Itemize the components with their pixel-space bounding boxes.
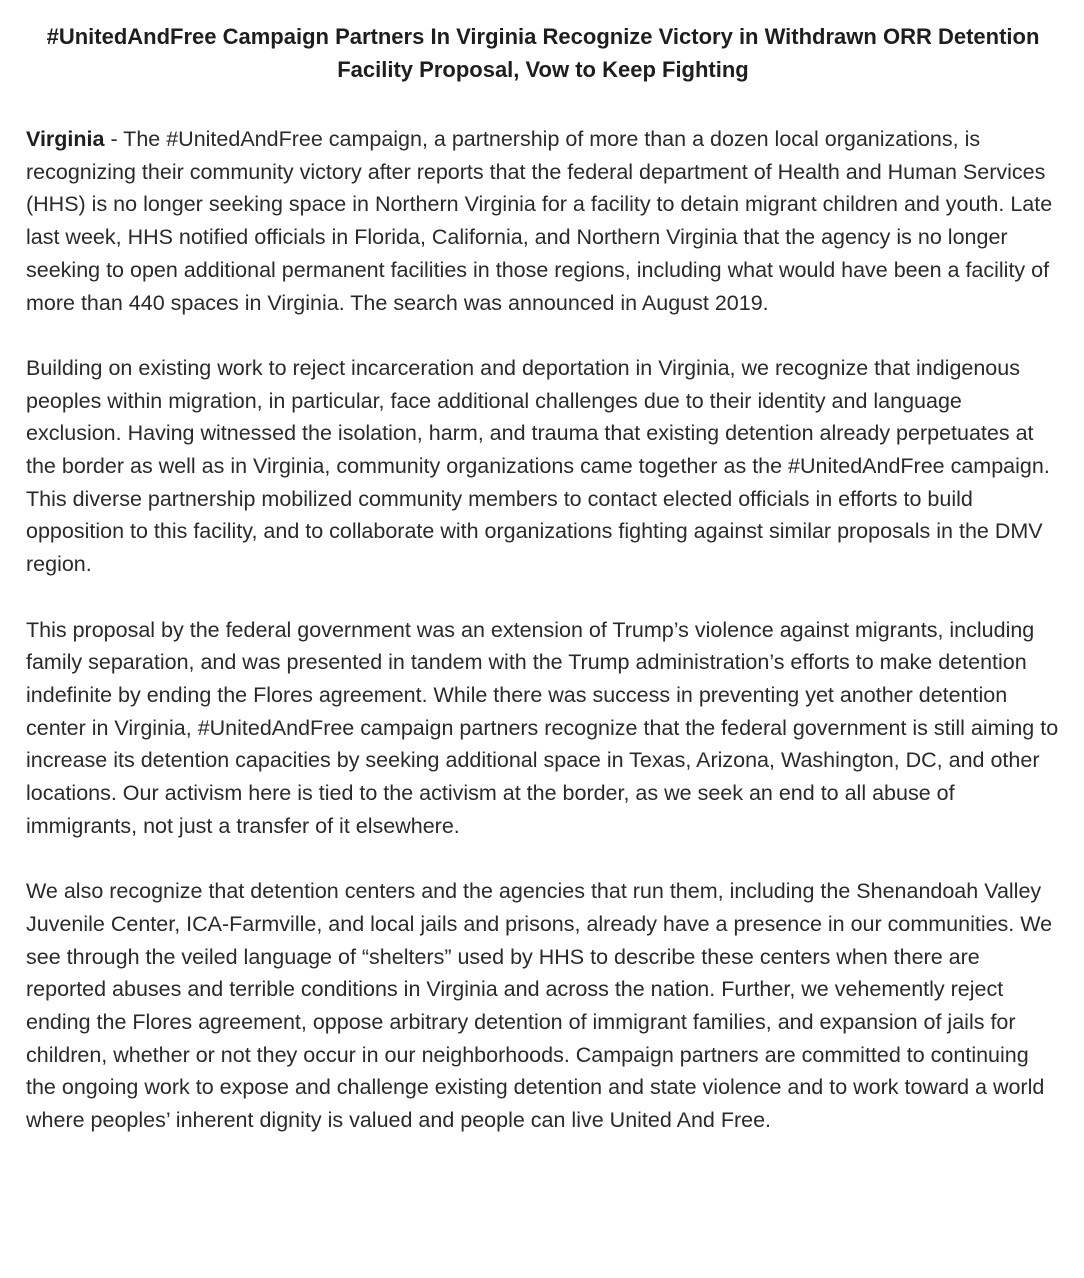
press-release: [26, 20, 1060, 1169]
paragraph-2: Building on existing work to reject incarceration and deportation in Virginia, we recognize that indigenous peoples within migration, in particular, face additional challenges due to their identity and language exclusion. Having witnessed the isolation, harm, and trauma that existing detention already perpetuates at the border as well as in Virginia, community organizations came together as the #UnitedAndFree campaign. This diverse partnership mobilized community members to contact elected officials in efforts to build opposition to this facility, and to collaborate with organizations fighting against similar proposals in the DMV region.: [26, 355, 1050, 577]
dateline: Virginia: [26, 127, 105, 151]
paragraph-4: We also recognize that detention centers and the agencies that run them, including the Shenandoah Valley Juvenile Center, ICA-Farmville, and local jails and prisons, already have a presence in our communities. We see through the veiled language of “shelters” used by HHS to describe these centers when there are reported abuses and terrible conditions in Virginia and across the nation. Further, we vehemently reject ending the Flores agreement, oppose arbitrary detention of immigrant families, and expansion of jails for children, whether or not they occur in our neighborhoods. Campaign partners are committed to continuing the ongoing work to expose and challenge existing detention and state violence and to work toward a world where peoples’ inherent dignity is valued and people can live United And Free.: [26, 879, 1053, 1133]
paragraph-3: This proposal by the federal government was an extension of Trump’s violence against migrants, including family separation, and was presented in tandem with the Trump administration’s efforts to make detention indefinite by ending the Flores agreement. While there was success in preventing yet another detention center in Virginia, #UnitedAndFree campaign partners recognize that the federal government is still aiming to increase its detention capacities by seeking additional space in Texas, Arizona, Washington, DC, and other locations. Our activism here is tied to the activism at the border, as we seek an end to all abuse of immigrants, not just a transfer of it elsewhere.: [26, 617, 1059, 838]
paragraph-1-text: - The #UnitedAndFree campaign, a partnership of more than a dozen local organizations, is recognizing their community victory after reports that the federal department of Health and Human Services (HHS) is no longer seeking space in Northern Virginia for a facility to detain migrant children and youth. Late last week, HHS notified officials in Florida, California, and Northern Virginia that the agency is no longer seeking to open additional permanent facilities in those regions, including what would have been a facility of more than 440 spaces in Virginia. The search was announced in August 2019.: [26, 127, 1053, 315]
paragraph-1: [26, 123, 1060, 319]
document-title: #UnitedAndFree Campaign Partners In Virginia Recognize Victory in Withdrawn ORR Detention Facility Proposal, Vow to Keep Fighting: [46, 24, 1040, 82]
